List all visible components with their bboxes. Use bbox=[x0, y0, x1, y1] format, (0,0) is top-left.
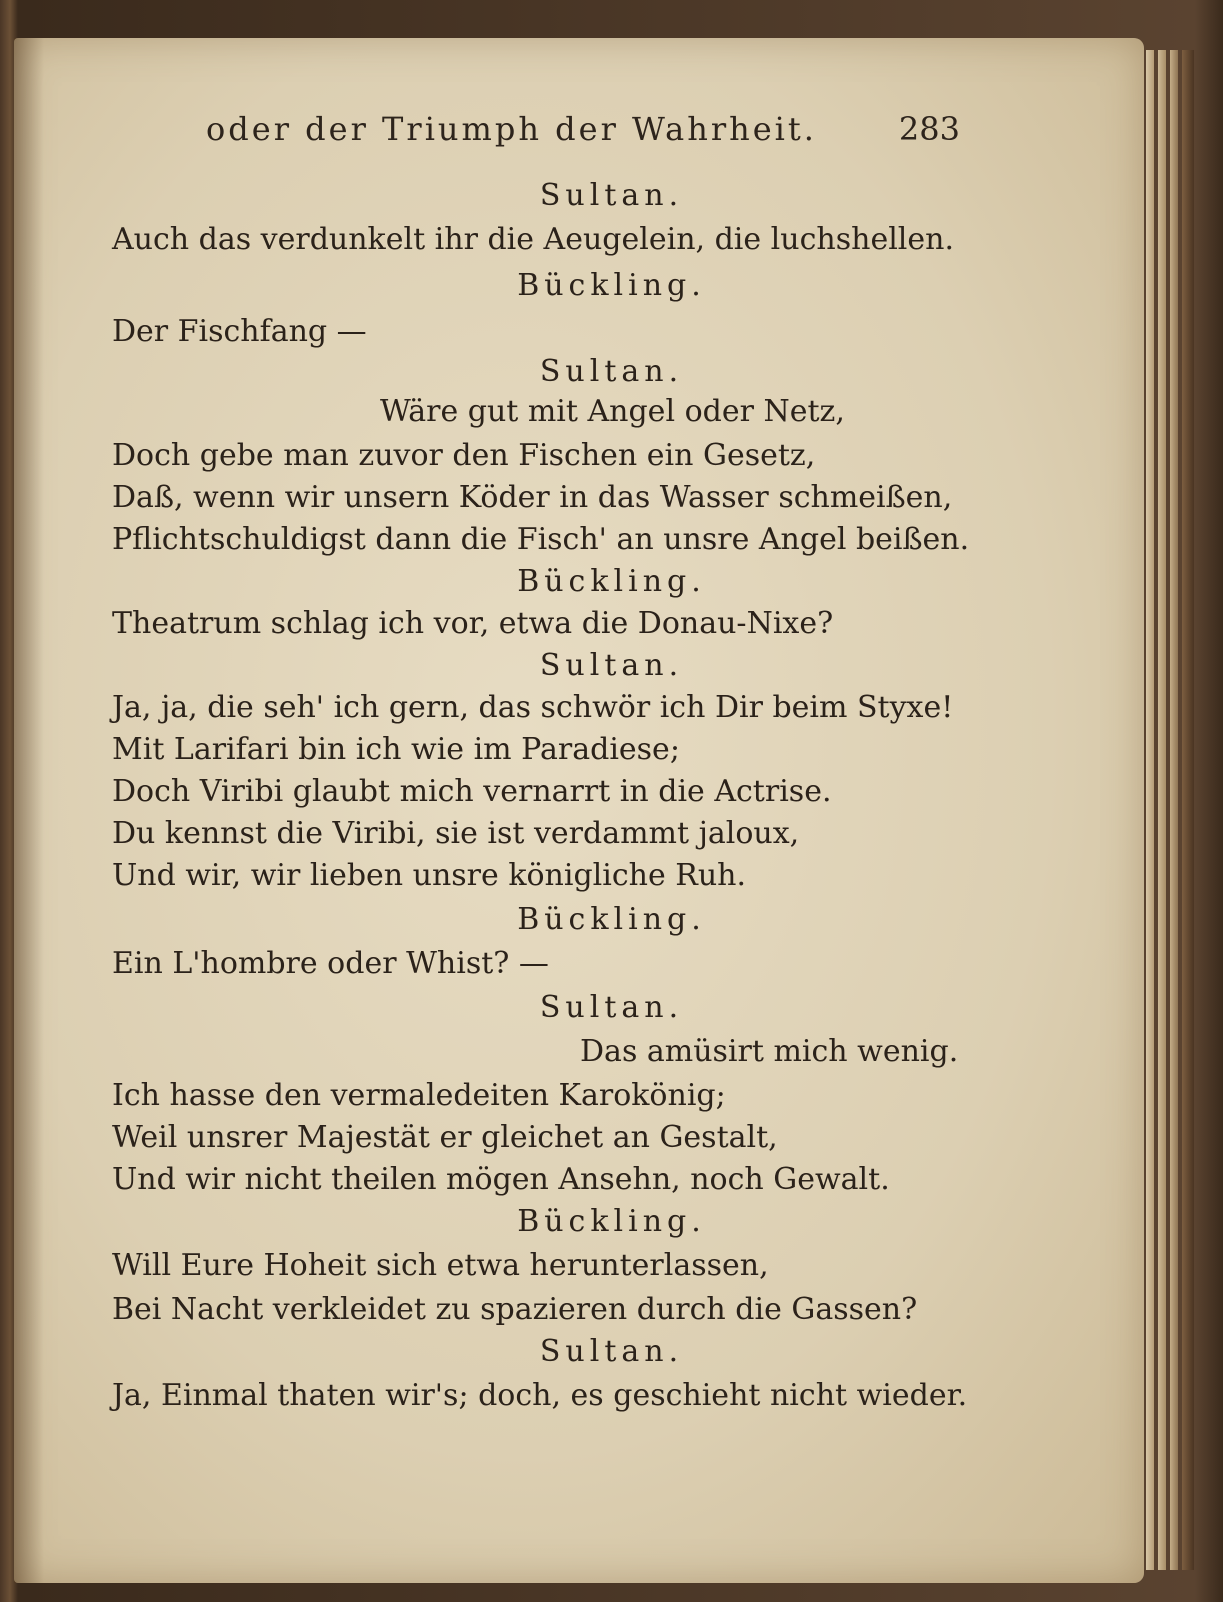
verse-line: Will Eure Hoheit sich etwa herunterlassen, bbox=[112, 1248, 769, 1283]
verse-line: Theatrum schlag ich vor, etwa die Donau-Nixe? bbox=[112, 606, 834, 641]
verse-line: Doch gebe man zuvor den Fischen ein Gesetz, bbox=[112, 438, 816, 473]
verse-line: Weil unsrer Majestät er gleichet an Gestalt, bbox=[112, 1120, 778, 1155]
verse-line: Ein L'hombre oder Whist? — bbox=[112, 946, 549, 981]
speaker-name: Sultan. bbox=[539, 1334, 684, 1369]
page-number: 283 bbox=[898, 110, 960, 148]
verse-line: Das amüsirt mich wenig. bbox=[580, 1034, 959, 1069]
running-title: oder der Triumph der Wahrheit. bbox=[206, 110, 817, 148]
speaker-name: Sultan. bbox=[539, 178, 684, 213]
speaker-name: Bückling. bbox=[517, 268, 706, 303]
speaker-name: Bückling. bbox=[517, 564, 706, 599]
verse-line: Bei Nacht verkleidet zu spazieren durch die Gassen? bbox=[112, 1292, 918, 1327]
verse-line: Mit Larifari bin ich wie im Paradiese; bbox=[112, 732, 680, 767]
verse-line: Ja, ja, die seh' ich gern, das schwör ich Dir beim Styxe! bbox=[112, 690, 954, 725]
verse-line: Ich hasse den vermaledeiten Karokönig; bbox=[112, 1078, 726, 1113]
speaker-name: Bückling. bbox=[517, 1204, 706, 1239]
verse-line: Daß, wenn wir unsern Köder in das Wasser schmeißen, bbox=[112, 480, 953, 515]
verse-line: Du kennst die Viribi, sie ist verdammt jaloux, bbox=[112, 816, 800, 851]
verse-line: Wäre gut mit Angel oder Netz, bbox=[380, 394, 845, 429]
verse-line: Und wir, wir lieben unsre königliche Ruh. bbox=[112, 858, 747, 893]
speaker-name: Sultan. bbox=[539, 648, 684, 683]
speaker-name: Sultan. bbox=[539, 354, 684, 389]
verse-line: Auch das verdunkelt ihr die Aeugelein, die luchshellen. bbox=[112, 222, 954, 257]
running-header bbox=[200, 110, 960, 160]
verse-line: Der Fischfang — bbox=[112, 314, 367, 349]
verse-line: Doch Viribi glaubt mich vernarrt in die Actrise. bbox=[112, 774, 832, 809]
verse-line: Und wir nicht theilen mögen Ansehn, noch Gewalt. bbox=[112, 1162, 890, 1197]
speaker-name: Sultan. bbox=[539, 990, 684, 1025]
verse-line: Ja, Einmal thaten wir's; doch, es geschieht nicht wieder. bbox=[112, 1378, 968, 1413]
verse-line: Pflichtschuldigst dann die Fisch' an unsre Angel beißen. bbox=[112, 522, 970, 557]
speaker-name: Bückling. bbox=[517, 902, 706, 937]
